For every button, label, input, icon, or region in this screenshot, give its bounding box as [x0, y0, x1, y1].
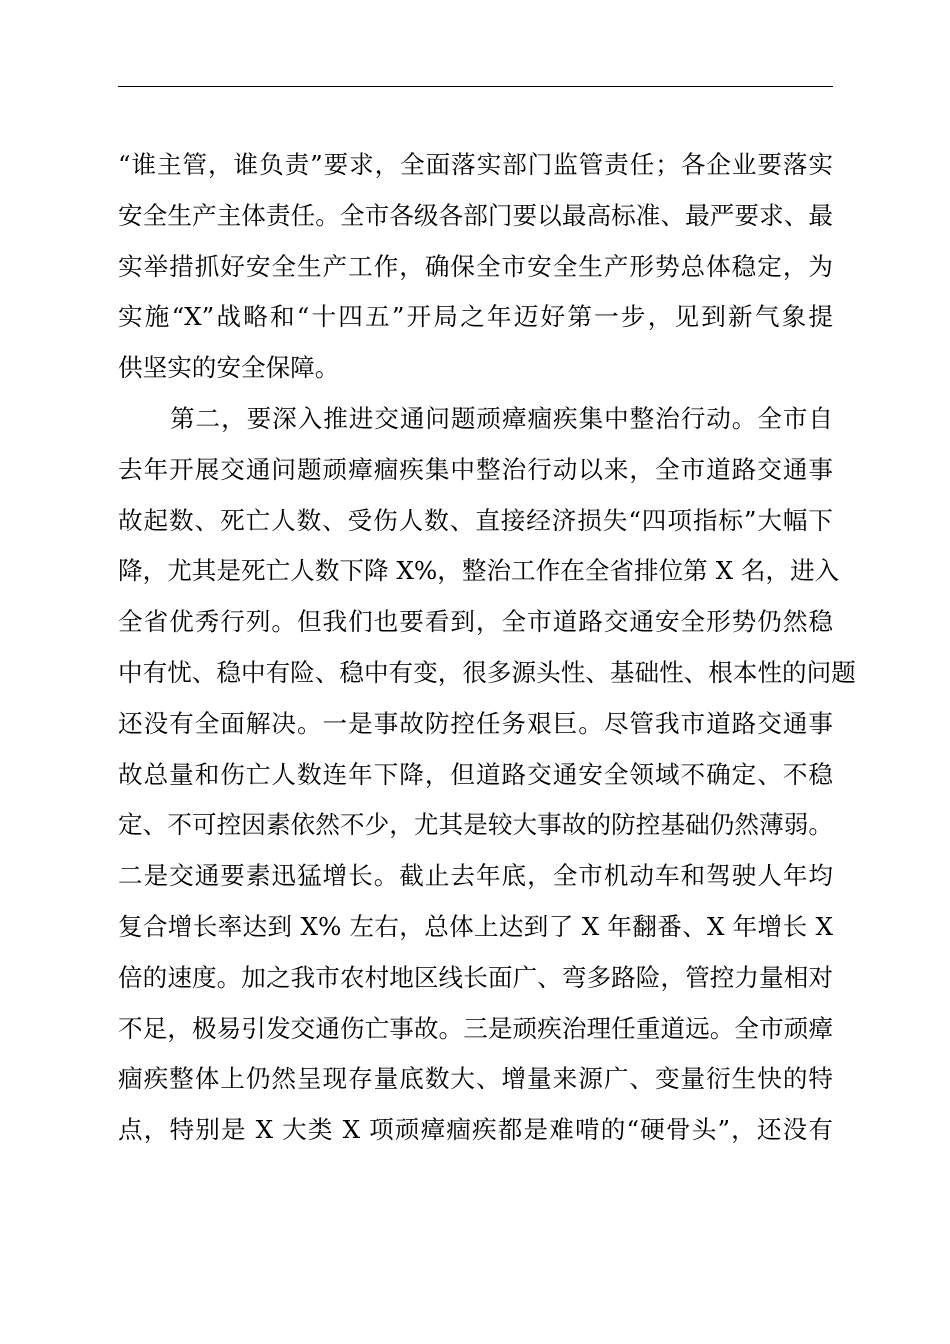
text-line: 故总量和伤亡人数连年下降，但道路交通安全领域不确定、不稳: [118, 759, 833, 789]
body-text: [118, 140, 856, 1156]
text-line: 降，尤其是死亡人数下降 X%，整治工作在全省排位第 X 名，进入: [118, 556, 840, 586]
text-line: 复合增长率达到 X% 左右，总体上达到了 X 年翻番、X 年增长 X: [118, 911, 833, 941]
header-rule: [118, 86, 833, 87]
text-line: 去年开展交通问题顽瘴痼疾集中整治行动以来，全市道路交通事: [118, 454, 833, 484]
text-line: 痼疾整体上仍然呈现存量底数大、增量来源广、变量衍生快的特: [118, 1064, 833, 1094]
text-line: 还没有全面解决。一是事故防控任务艰巨。尽管我市道路交通事: [118, 708, 833, 738]
text-line: 定、不可控因素依然不少，尤其是较大事故的防控基础仍然薄弱。: [118, 810, 833, 840]
text-line: 故起数、死亡人数、受伤人数、直接经济损失“四项指标”大幅下: [118, 505, 833, 535]
text-line: 供坚实的安全保障。: [118, 353, 340, 383]
text-line: 不足，极易引发交通伤亡事故。三是顽疾治理任重道远。全市顽瘴: [118, 1013, 833, 1043]
text-line: 安全生产主体责任。全市各级各部门要以最高标准、最严要求、最: [118, 200, 833, 230]
paragraph-first-line: 第二，要深入推进交通问题顽瘴痼疾集中整治行动。全市自: [170, 403, 833, 433]
text-line: “谁主管，谁负责”要求，全面落实部门监管责任；各企业要落实: [118, 150, 833, 179]
text-line: 全省优秀行列。但我们也要看到，全市道路交通安全形势仍然稳: [118, 607, 833, 637]
text-line: 中有忧、稳中有险、稳中有变，很多源头性、基础性、根本性的问题: [118, 657, 856, 687]
text-line: 实施“X”战略和“十四五”开局之年迈好第一步，见到新气象提: [118, 302, 833, 332]
text-line: 点，特别是 X 大类 X 项顽瘴痼疾都是难啃的“硬骨头”，还没有: [118, 1115, 833, 1145]
text-line: 实举措抓好安全生产工作，确保全市安全生产形势总体稳定，为: [118, 251, 833, 281]
text-line: 二是交通要素迅猛增长。截止去年底，全市机动车和驾驶人年均: [118, 861, 833, 891]
text-line: 倍的速度。加之我市农村地区线长面广、弯多路险，管控力量相对: [118, 962, 833, 992]
